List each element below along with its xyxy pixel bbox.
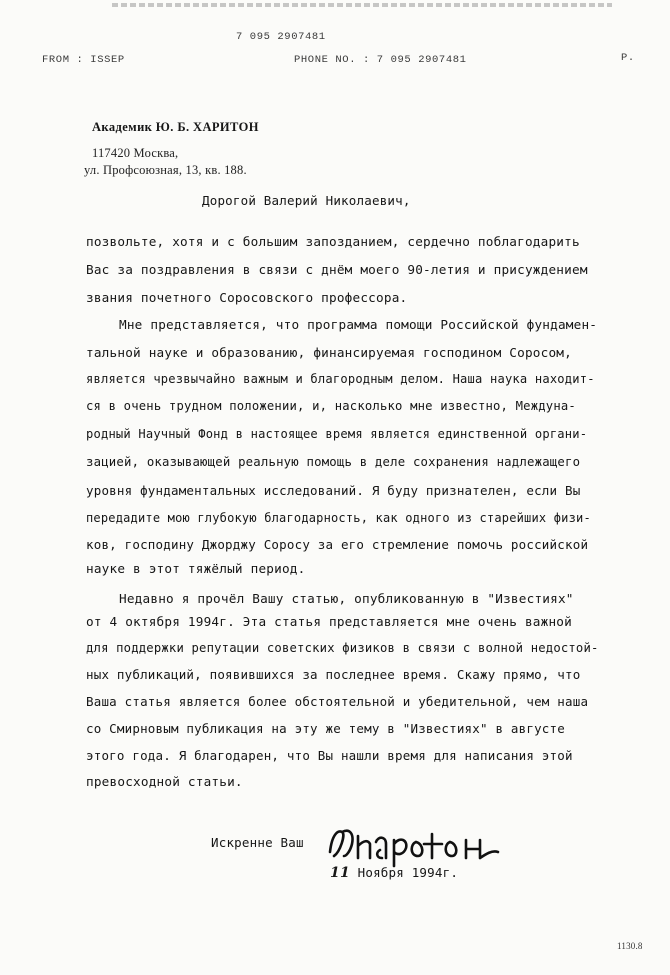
body-line: зацией, оказывающей реальную помощь в деле сохранения надлежащего [86,455,581,469]
body-line: передадите мою глубокую благодарность, как одного из старейших физи- [86,511,591,525]
date-rest: Ноября 1994г. [357,865,459,880]
body-line: Мне представляется, что программа помощи Российской фундамен- [119,317,598,332]
body-line: превосходной статьи. [86,774,243,789]
closing: Искренне Ваш [211,835,304,850]
date [330,865,458,881]
body-line: Вас за поздравления в связи с днём моего 90-летия и присуждением [86,262,588,277]
body-line: позвольте, хотя и с большим запозданием, сердечно поблагодарить [86,234,580,249]
body-line: для поддержки репутации советских физиков в связи с волной недостой- [86,641,599,655]
body-line: этого года. Я благодарен, что Вы нашли время для написания этой [86,748,573,763]
footer-code: 1130.8 [617,941,643,951]
fax-header-phone: PHONE NO. : 7 095 2907481 [294,54,467,66]
body-line: Недавно я прочёл Вашу статью, опубликованную в "Известиях" [119,591,574,606]
body-line: тальной науке и образованию, финансируемая господином Соросом, [86,345,572,360]
body-line: Ваша статья является более обстоятельной и убедительной, чем наша [86,694,589,709]
letterhead-address-line-1: 117420 Москва, [92,146,179,160]
fax-header-page-mark: P. [621,52,635,64]
fax-top-rule [112,3,612,7]
letterhead-author: Академик Ю. Б. ХАРИТОН [92,120,259,134]
body-line: звания почетного Соросовского профессора. [86,290,408,305]
body-line: науке в этот тяжёлый период. [86,561,306,576]
fax-header-number: 7 095 2907481 [236,31,326,43]
salutation: Дорогой Валерий Николаевич, [202,193,411,208]
signature [324,822,504,871]
date-day-handwritten: 11 [330,865,350,881]
body-line: является чрезвычайно важным и благородным делом. Наша наука находит- [86,372,595,386]
body-line: со Смирновым публикация на эту же тему в "Известиях" в августе [86,721,565,736]
body-line: ков, господину Джорджу Соросу за его стремление помочь российской [86,537,589,552]
body-line: родный Научный Фонд в настоящее время является единственной органи- [86,427,588,441]
body-line: от 4 октября 1994г. Эта статья представляется мне очень важной [86,614,572,629]
letterhead-address-line-2: ул. Профсоюзная, 13, кв. 188. [84,163,247,177]
body-line: уровня фундаментальных исследований. Я буду признателен, если Вы [86,483,581,498]
body-line: ных публикаций, появившихся за последнее время. Скажу прямо, что [86,667,581,682]
body-line: ся в очень трудном положении, и, насколько мне известно, Междуна- [86,399,576,413]
fax-header-from: FROM : ISSEP [42,54,125,66]
